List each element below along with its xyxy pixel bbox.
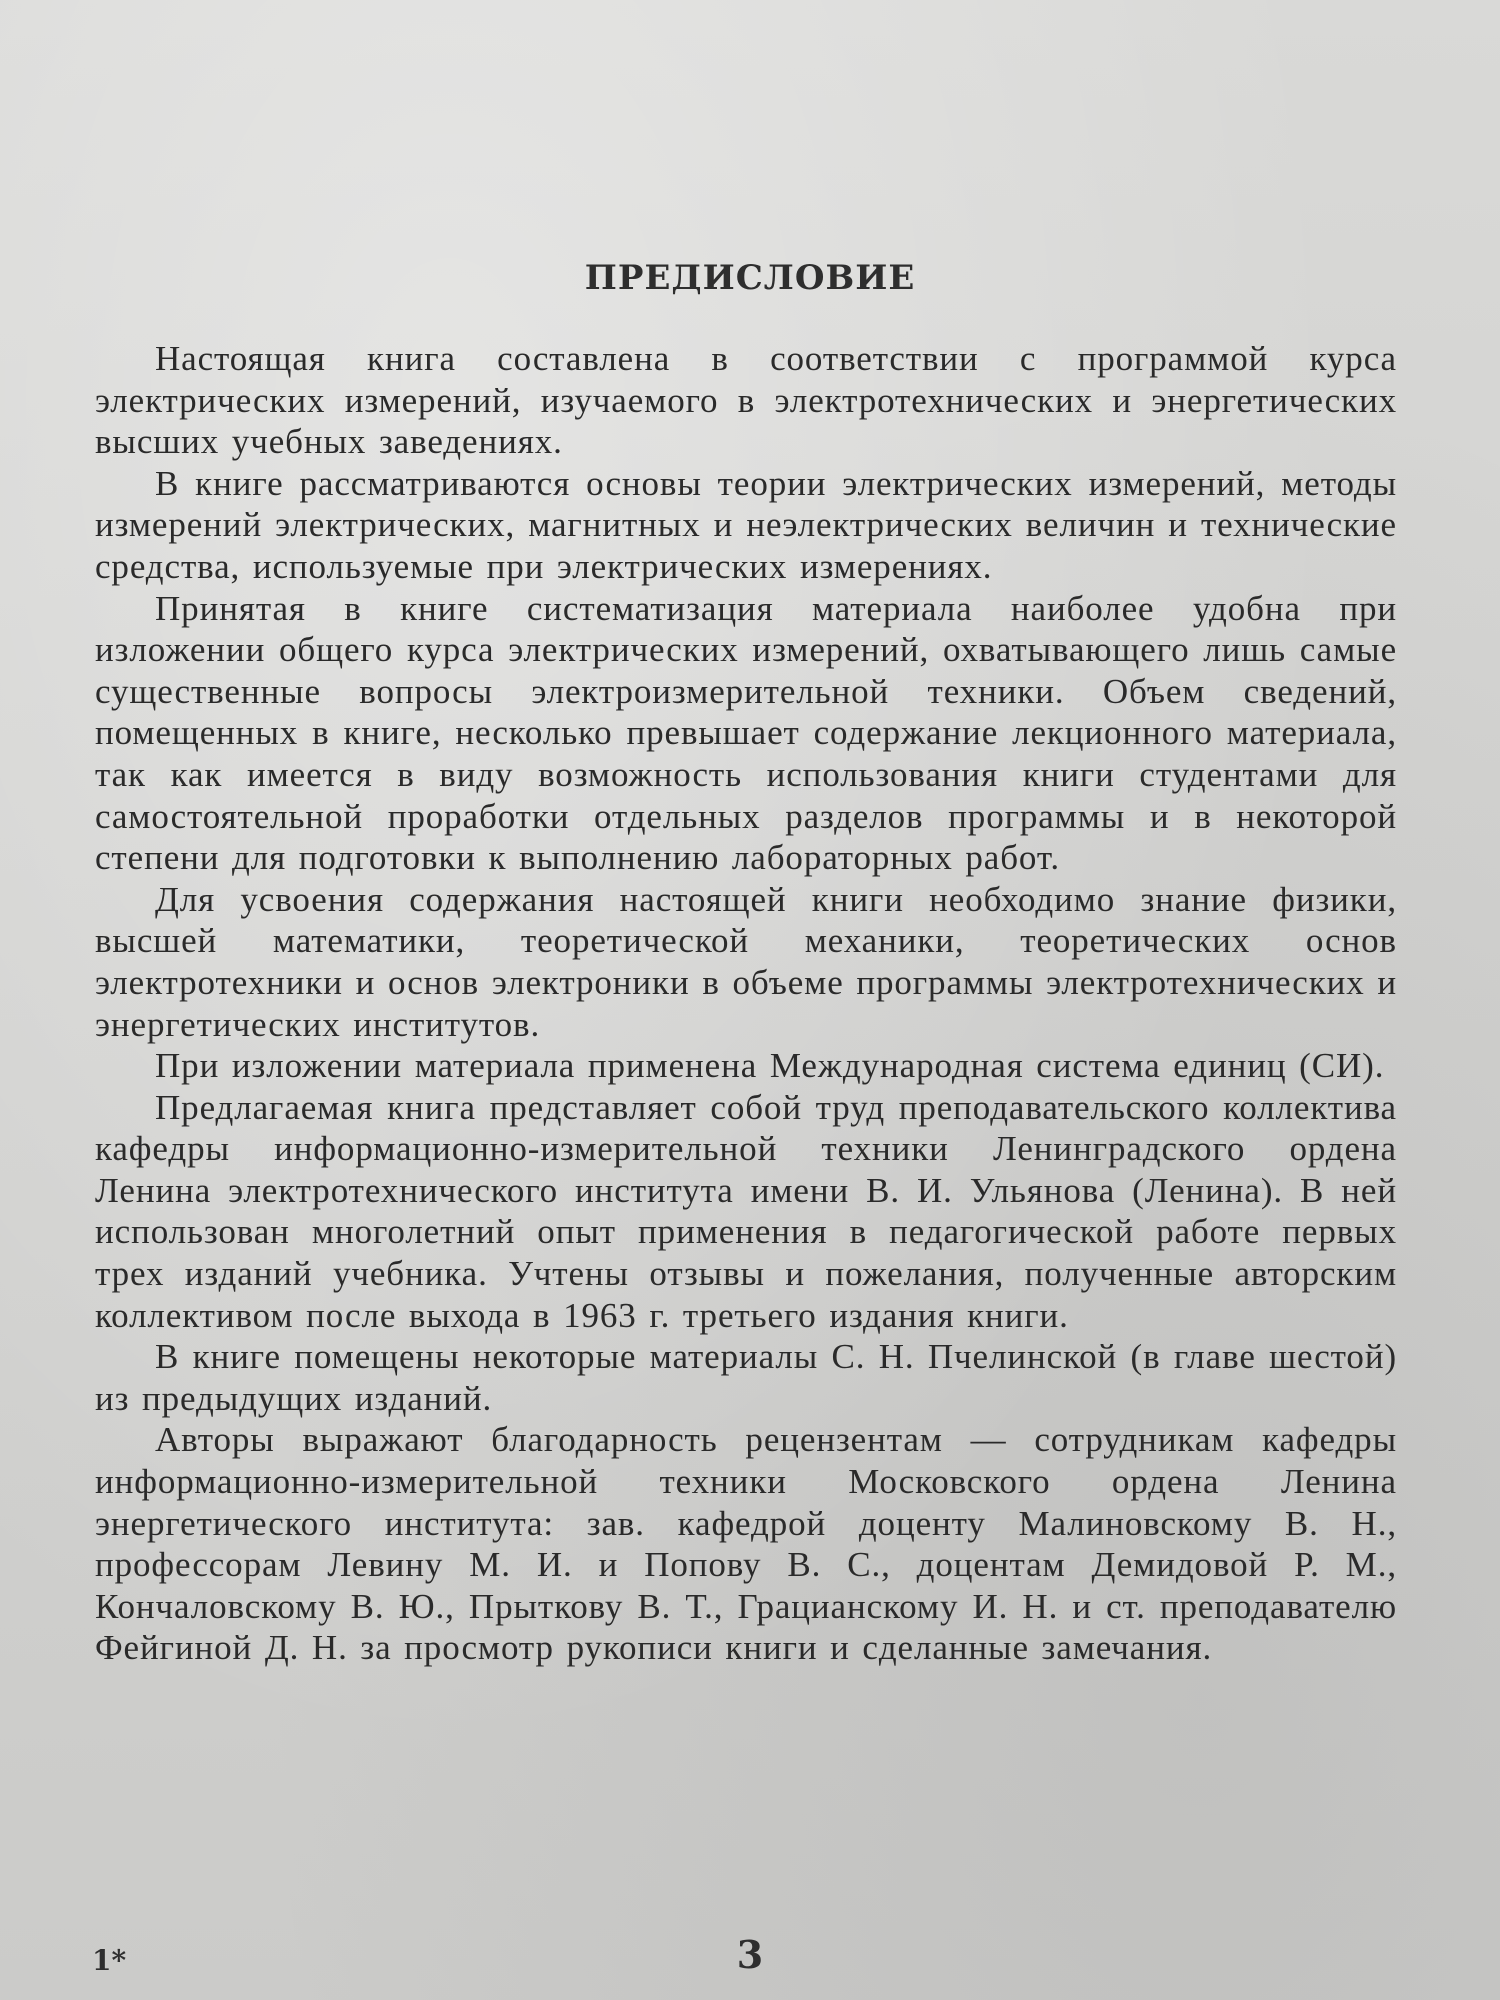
preface-body bbox=[95, 338, 1397, 1669]
paragraph-2: В книге рассматриваются основы теории электрических измерений, методы измерений электрических, магнитных и неэлектрических величин и технические средства, используемые при электрических измерениях. bbox=[95, 463, 1397, 586]
paragraph-1: Настоящая книга составлена в соответствии с программой курса электрических измерений, изучаемого в электротехнических и энергетических высших учебных заведениях. bbox=[95, 339, 1397, 462]
page-title: ПРЕДИСЛОВИЕ bbox=[584, 258, 916, 298]
paragraph-4: Для усвоения содержания настоящей книги необходимо знание физики, высшей математики, теоретической механики, теоретических основ электротехники и основ электроники в объеме программы электротехнических и энергетических институтов. bbox=[95, 879, 1397, 1044]
paragraph-5: При изложении материала применена Международная система единиц (СИ). bbox=[155, 1046, 1385, 1086]
paragraph-8: Авторы выражают благодарность рецензентам — сотрудникам кафедры информационно-измерительной техники Московского ордена Ленина энергетического института: зав. кафедрой доценту Малиновскому В. Н., профессорам Левину М. И. и Попову В. С., доцентам Демидовой Р. М., Кончаловскому В. Ю., Прыткову В. Т., Грацианскому И. Н. и ст. преподавателю Фейгиной Д. Н. за просмотр рукописи книги и сделанные замечания. bbox=[95, 1420, 1397, 1668]
paragraph-3: Принятая в книге систематизация материала наиболее удобна при изложении общего курса электрических измерений, охватывающего лишь самые существенные вопросы электроизмерительной техники. Объем сведений, помещенных в книге, несколько превышает содержание лекционного материала, так как имеется в виду возможность использования книги студентами для самостоятельной проработки отдельных разделов программы и в некоторой степени для подготовки к выполнению лабораторных работ. bbox=[95, 588, 1397, 878]
paragraph-7: В книге помещены некоторые материалы С. Н. Пчелинской (в главе шестой) из предыдущих изданий. bbox=[95, 1337, 1397, 1418]
paragraph-6: Предлагаемая книга представляет собой труд преподавательского коллектива кафедры информационно-измерительной техники Ленинградского ордена Ленина электротехнического института имени В. И. Ульянова (Ленина). В ней использован многолетний опыт применения в педагогической работе первых трех изданий учебника. Учтены отзывы и пожелания, полученные авторским коллективом после выхода в 1963 г. третьего издания книги. bbox=[95, 1087, 1397, 1335]
signature-mark: 1* bbox=[92, 1944, 127, 1977]
page-number: 3 bbox=[736, 1932, 764, 1977]
